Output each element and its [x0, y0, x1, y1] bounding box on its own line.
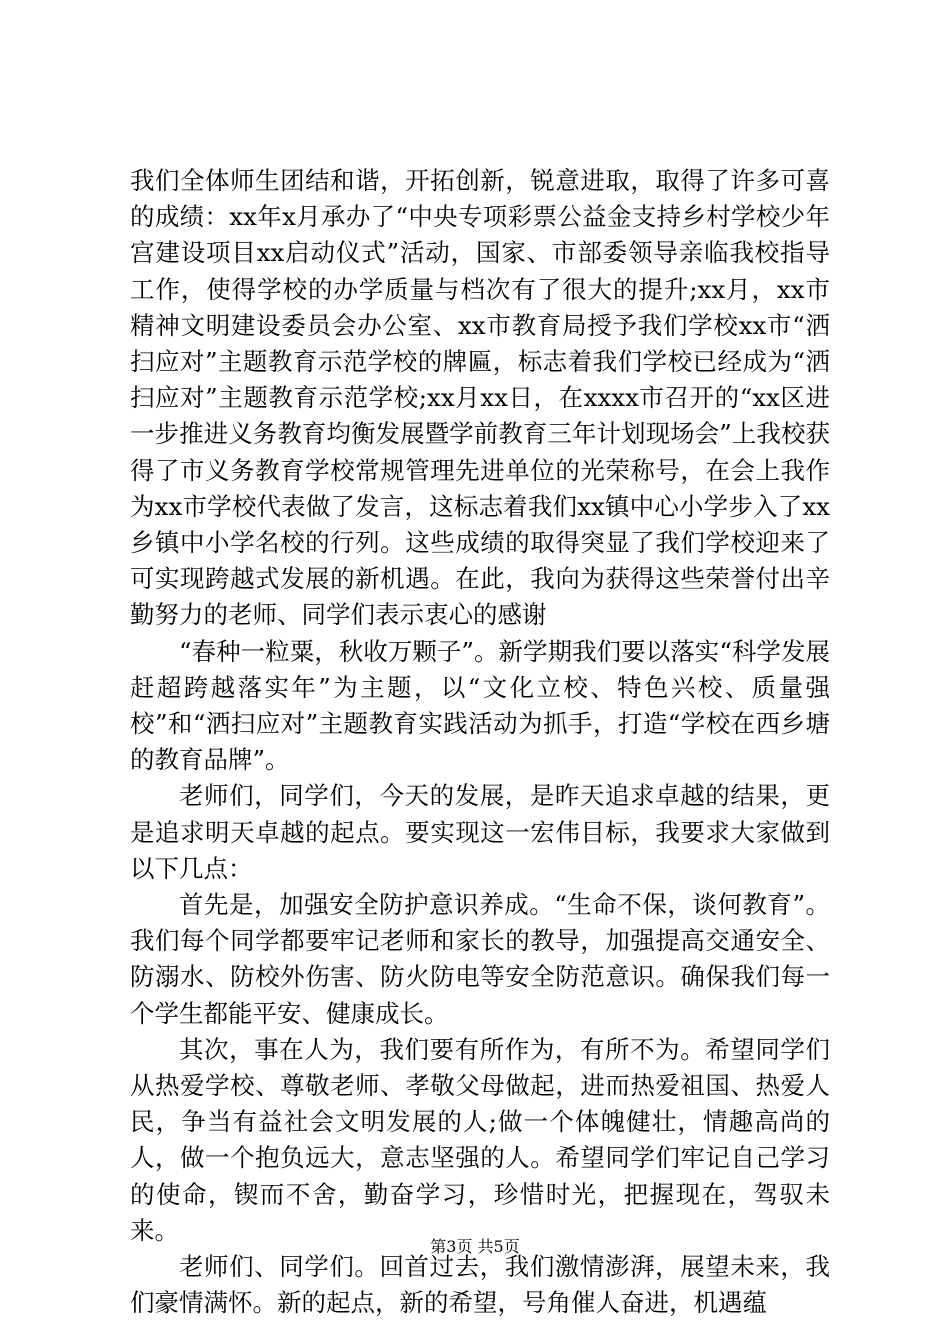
document-body — [130, 163, 830, 1322]
paragraph-safety: 首先是，加强安全防护意识养成。“生命不保，谈何教育”。我们每个同学都要牢记老师和家长的教导，加强提高交通安全、防溺水、防校外伤害、防火防电等安全防范意识。确保我们每一个学生都能平安、健康成长。 — [130, 890, 830, 1028]
page-number: 第3页 共5页 — [430, 1237, 520, 1256]
page-footer — [0, 1237, 950, 1257]
paragraph-conduct: 其次，事在人为，我们要有所作为，有所不为。希望同学们从热爱学校、尊敬老师、孝敬父母做起，进而热爱祖国、热爱人民，争当有益社会文明发展的人;做一个体魄健壮，情趣高尚的人，做一个抱负远大，意志坚强的人。希望同学们牢记自己学习的使命，锲而不舍，勤奋学习，珍惜时光，把握现在，驾驭未来。 — [130, 1034, 830, 1245]
paragraph-closing: 老师们、同学们。回首过去，我们激情澎湃，展望未来，我们豪情满怀。新的起点，新的希望，号角催人奋进，机遇蕴 — [130, 1252, 830, 1318]
paragraph-new-semester: “春种一粒粟，秋收万颗子”。新学期我们要以落实“科学发展赶超跨越落实年”为主题，以“文化立校、特色兴校、质量强校”和“洒扫应对”主题教育实践活动为抓手，打造“学校在西乡塘的教育品牌”。 — [130, 636, 830, 775]
paragraph-goals: 老师们，同学们，今天的发展，是昨天追求卓越的结果，更是追求明天卓越的起点。要实现这一宏伟目标，我要求大家做到以下几点： — [130, 781, 830, 883]
paragraph-achievements: 我们全体师生团结和谐，开拓创新，锐意进取，取得了许多可喜的成绩：xx年x月承办了“中央专项彩票公益金支持乡村学校少年宫建设项目xx启动仪式”活动，国家、市部委领导亲临我校指导工作，使得学校的办学质量与档次有了很大的提升;xx月，xx市精神文明建设委员会办公室、xx市教育局授予我们学校xx市“洒扫应对”主题教育示范学校的牌匾，标志着我们学校已经成为“洒扫应对”主题教育示范学校;xx月xx日，在xxxx市召开的“xx区进一步推进义务教育均衡发展暨学前教育三年计划现场会”上我校获得了市义务教育学校常规管理先进单位的光荣称号，在会上我作为xx市学校代表做了发言，这标志着我们xx镇中心小学步入了xx乡镇中小学名校的行列。这些成绩的取得突显了我们学校迎来了可实现跨越式发展的新机遇。在此，我向为获得这些荣誉付出辛勤努力的老师、同学们表示衷心的感谢 — [130, 166, 830, 630]
